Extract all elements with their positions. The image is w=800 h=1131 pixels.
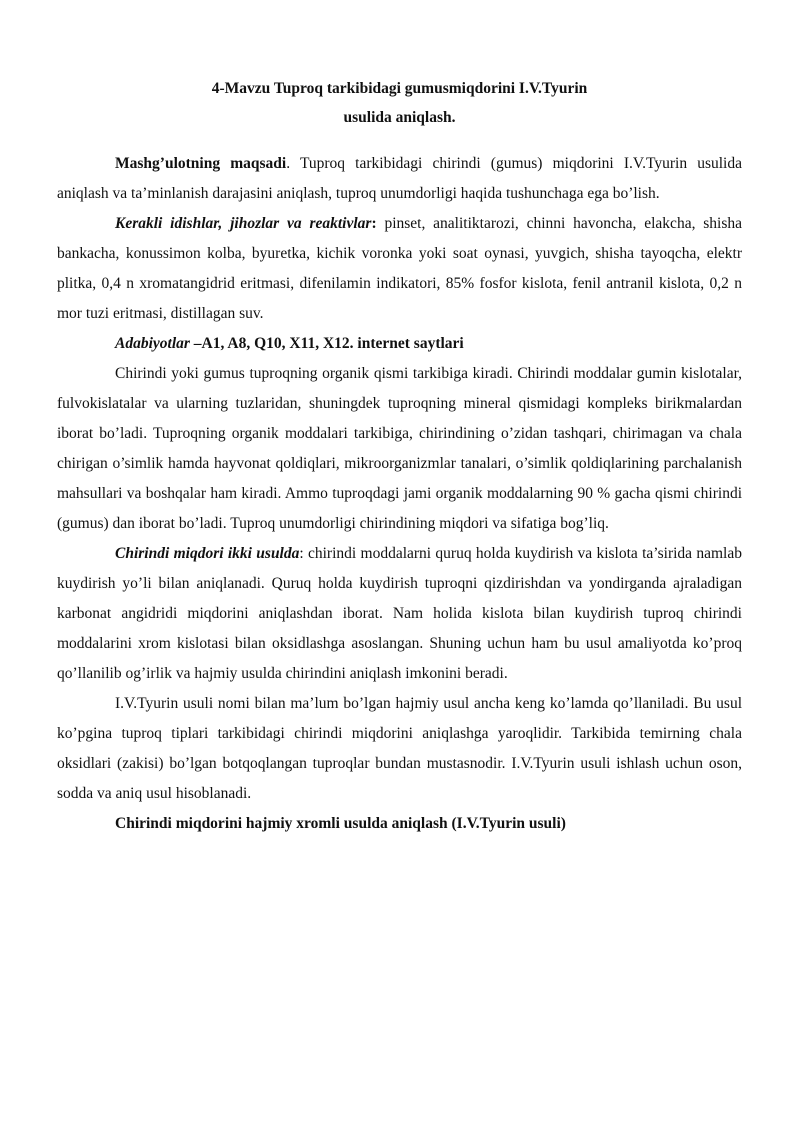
equipment-label: Kerakli idishlar, jihozlar va reaktivlar — [115, 215, 372, 232]
document-title — [57, 74, 742, 132]
document-page — [57, 74, 742, 839]
literature-text: –A1, A8, Q10, X11, X12. internet saytlari — [189, 335, 464, 352]
title-line-1: 4-Mavzu Tuproq tarkibidagi gumusmiqdorini I.V.Tyurin — [211, 80, 588, 97]
methods-label: Chirindi miqdori ikki usulda — [115, 545, 300, 562]
equipment-colon: : — [371, 215, 377, 232]
equipment-text: pinset, analitiktarozi, chinni havoncha, elakcha, shisha bankacha, konussimon kolba, byuretka, kichik voronka yoki soat oynasi, yuvgich, shisha tayoqcha, elektr plitka, 0,4 n xromatangidrid eritmasi, difenilamin indikatori, 85% fosfor kislota, fenil antranil kislota, 0,2 n mor tuzi eritmasi, distillagan suv. — [57, 215, 743, 322]
literature-label: Adabiyotlar — [115, 335, 190, 352]
humus-intro-paragraph: Chirindi yoki gumus tuproqning organik qismi tarkibiga kiradi. Chirindi moddalar gumin kislotalar, fulvokislatalar va ularning tuzlaridan, shuningdek tuproqning mineral qismidagi kompleks birikmalardan iborat bo’ladi. Tuproqning organik moddalari tarkibiga, chirindining o’zidan tashqari, chirimagan va chala chirigan o’simlik hamda hayvonat qoldiqlari, mikroorganizmlar tanalari, o’simlik qoldiqlarining parchalanish mahsullari va boshqalar ham kiradi. Ammo tuproqdagi jami organik moddalarning 90 % gacha qismi chirindi (gumus) dan iborat bo’ladi. Tuproq unumdorligi chirindining miqdori va sifatiga bog’liq. — [57, 365, 742, 532]
purpose-label: Mashg’ulotning maqsadi — [115, 155, 287, 172]
equipment-paragraph — [57, 209, 742, 329]
literature-paragraph — [57, 329, 742, 359]
purpose-text: . Tuproq tarkibidagi chirindi (gumus) miqdorini I.V.Tyurin usulida aniqlash va ta’minlanish darajasini aniqlash, tuproq unumdorligi haqida tushunchaga ega bo’lish. — [57, 155, 742, 202]
purpose-paragraph — [57, 149, 742, 209]
methods-text: : chirindi moddalarni quruq holda kuydirish va kislota ta’sirida namlab kuydirish yo’li bilan aniqlanadi. Quruq holda kuydirish tuproqni qizdirishdan va yondirganda ajraladigan karbonat angidridi miqdorini aniqlashdan iborat. Nam holida kislota bilan kuydirish tuproq chirindi moddalarini xrom kislotasi bilan oksidlashga asoslangan. Shuning uchun ham bu usul amaliyotda ko’proq qo’llanilib og’irlik va hajmiy usulda chirindini aniqlash imkonini beradi. — [57, 545, 742, 682]
tyurin-method-paragraph: I.V.Tyurin usuli nomi bilan ma’lum bo’lgan hajmiy usul ancha keng ko’lamda qo’llaniladi. Bu usul ko’pgina tuproq tiplari tarkibidagi chirindi miqdorini aniqlashga yaroqlidir. Tarkibida temirning chala oksidlari (zakisi) bo’lgan botqoqlangan tuproqlar bundan mustasnodir. I.V.Tyurin usuli ishlash uchun oson, sodda va aniq usul hisoblanadi. — [57, 695, 742, 802]
section-heading: Chirindi miqdorini hajmiy xromli usulda aniqlash (I.V.Tyurin usuli) — [115, 815, 566, 832]
methods-paragraph — [57, 539, 742, 689]
title-line-2: usulida aniqlash. — [343, 109, 456, 126]
